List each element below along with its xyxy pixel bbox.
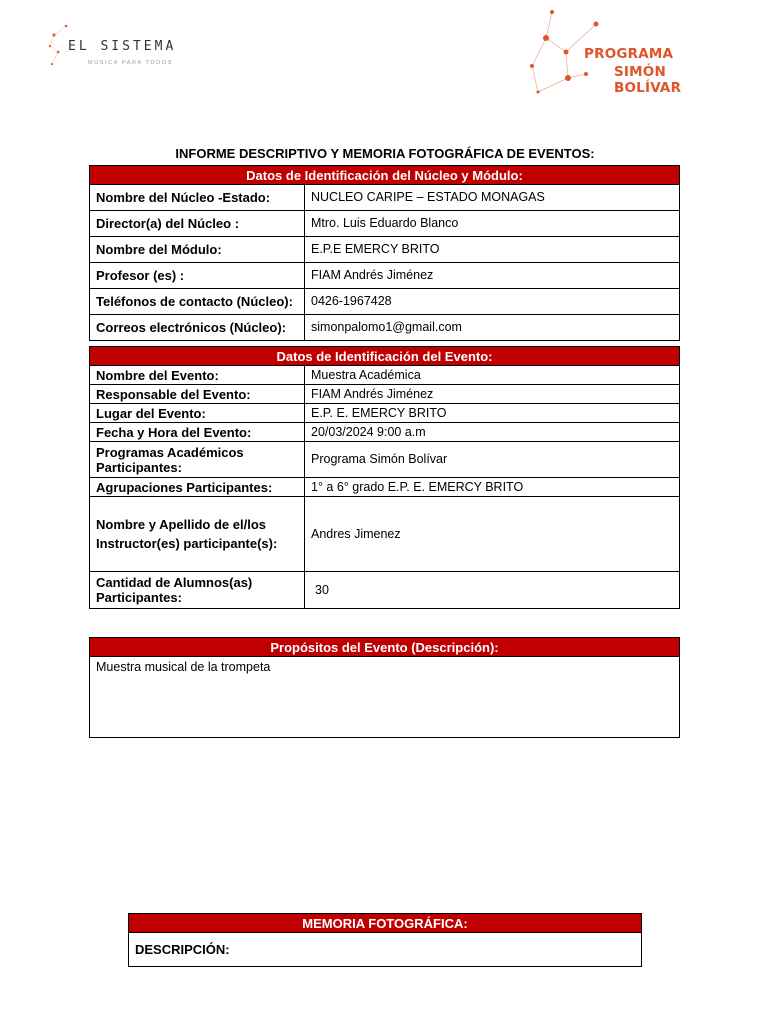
table-row [90, 211, 680, 237]
row-label: Director(a) del Núcleo : [90, 211, 305, 237]
nucleo-section-heading: Datos de Identificación del Núcleo y Módulo: [90, 166, 680, 185]
table-row [90, 385, 680, 404]
propositos-table [89, 637, 680, 738]
table-row [90, 263, 680, 289]
table-row [90, 497, 680, 572]
el-sistema-tagline: MÚSICA PARA TODOS [88, 60, 173, 66]
table-row [90, 237, 680, 263]
propositos-section-heading: Propósitos del Evento (Descripción): [90, 638, 680, 657]
table-row [90, 315, 680, 341]
programa-simon-bolivar-logo [526, 8, 716, 96]
row-label: Nombre del Módulo: [90, 237, 305, 263]
row-label: Correos electrónicos (Núcleo): [90, 315, 305, 341]
row-value: 1° a 6° grado E.P. E. EMERCY BRITO [305, 478, 680, 497]
row-label: Responsable del Evento: [90, 385, 305, 404]
row-label: Programas Académicos Participantes: [90, 442, 305, 478]
logo-line-programa: PROGRAMA [584, 46, 674, 62]
evento-table [89, 346, 680, 609]
row-label: Lugar del Evento: [90, 404, 305, 423]
row-label: Nombre del Evento: [90, 366, 305, 385]
nucleo-table [89, 165, 680, 341]
row-value: 20/03/2024 9:00 a.m [305, 423, 680, 442]
document-title: INFORME DESCRIPTIVO Y MEMORIA FOTOGRÁFICA DE EVENTOS: [175, 146, 595, 161]
memoria-table [128, 913, 642, 967]
row-value: 30 [305, 572, 680, 609]
row-label: Cantidad de Alumnos(as) Participantes: [90, 572, 305, 609]
table-row [90, 572, 680, 609]
el-sistema-logo [44, 22, 204, 72]
row-value: Programa Simón Bolívar [305, 442, 680, 478]
row-label: Fecha y Hora del Evento: [90, 423, 305, 442]
table-row [90, 404, 680, 423]
row-value: E.P.E EMERCY BRITO [305, 237, 680, 263]
propositos-text: Muestra musical de la trompeta [90, 657, 680, 738]
row-label: Nombre del Núcleo -Estado: [90, 185, 305, 211]
logo-line-simon-bolivar: SIMÓN BOLÍVAR [614, 64, 682, 96]
row-value: Muestra Académica [305, 366, 680, 385]
row-value: E.P. E. EMERCY BRITO [305, 404, 680, 423]
evento-section-heading: Datos de Identificación del Evento: [90, 347, 680, 366]
row-value: FIAM Andrés Jiménez [305, 385, 680, 404]
row-value: simonpalomo1@gmail.com [305, 315, 680, 341]
row-value: Andres Jimenez [305, 497, 680, 572]
table-row [90, 289, 680, 315]
table-row [90, 442, 680, 478]
memoria-section-heading: MEMORIA FOTOGRÁFICA: [129, 914, 642, 933]
row-label: Profesor (es) : [90, 263, 305, 289]
table-row [90, 423, 680, 442]
el-sistema-brand: EL SISTEMA [68, 39, 177, 54]
row-value: NUCLEO CARIPE – ESTADO MONAGAS [305, 185, 680, 211]
row-value: 0426-1967428 [305, 289, 680, 315]
descripcion-label: DESCRIPCIÓN: [129, 933, 642, 967]
table-row [90, 185, 680, 211]
row-value: Mtro. Luis Eduardo Blanco [305, 211, 680, 237]
row-label: Agrupaciones Participantes: [90, 478, 305, 497]
row-label: Teléfonos de contacto (Núcleo): [90, 289, 305, 315]
table-row [90, 366, 680, 385]
table-row [90, 478, 680, 497]
row-value: FIAM Andrés Jiménez [305, 263, 680, 289]
row-label: Nombre y Apellido de el/los Instructor(es) participante(s): [90, 497, 305, 572]
